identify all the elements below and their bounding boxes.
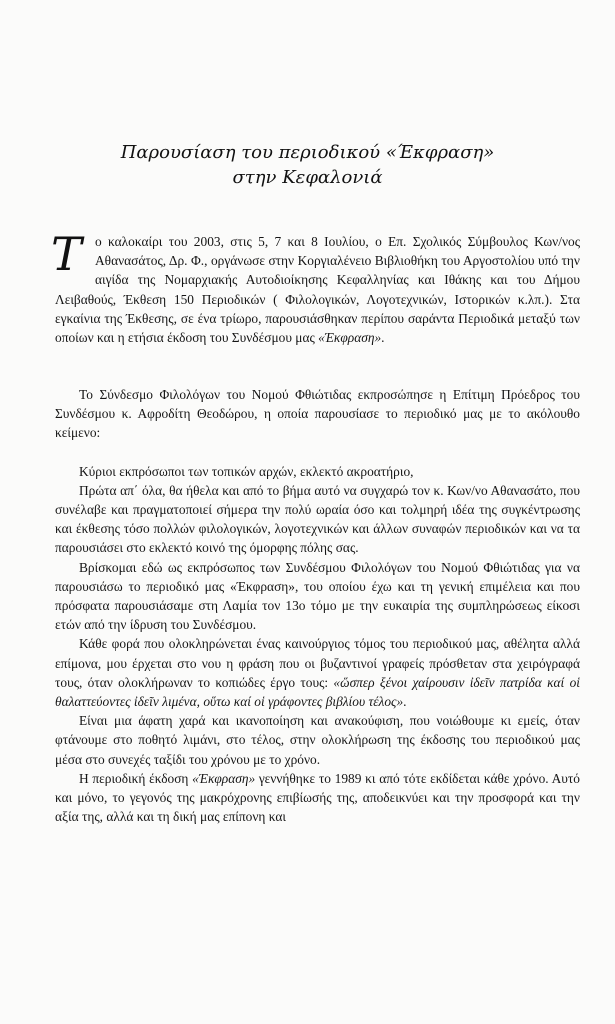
history-rest: γεννήθηκε το 1989 κι από τότε εκδίδεται κάθε χρόνο. Αυτό και μόνο, το γεγονός της μακρόχρονης επιβίωσής της, αποδεικνύει και την προσφορά και την αξία της, αλλά και τη δική μας επίπονη και	[55, 770, 580, 825]
intro-paragraph	[51, 227, 580, 347]
paragraph-gap	[55, 443, 580, 462]
byzantine-quote: «ὥσπερ ξένοι χαίρουσιν ἰδεῖν πατρίδα καί οἱ θαλαττεύοντες ἰδεῖν λιμένα, οὕτω καί οἱ γράφοντες βιβλίου τέλος»	[55, 674, 580, 710]
paragraph-presentation: Βρίσκομαι εδώ ως εκπρόσωπος των Συνδέσμου Φιλολόγων του Νομού Φθιώτιδας για να παρουσιάσω το περιοδικό μας «Έκφραση», του οποίου έχω και τη γενική επιμέλεια και που πρόσφατα παρουσιάσαμε στη Λαμία τον 13ο τόμο με την ευκαιρία της συμπληρώσεως είκοσι ετών από την ίδρυση του Συνδέσμου.	[55, 559, 580, 633]
history-journal-name: «Έκφραση»	[192, 770, 256, 786]
intro-end: .	[381, 330, 385, 346]
title-line-1: Παρουσίαση του περιοδικού «Έκφραση»	[120, 142, 495, 163]
quote-end: .	[403, 694, 407, 710]
paragraph-history	[55, 769, 580, 827]
intro-text: ο καλοκαίρι του 2003, στις 5, 7 και 8 Ιουλίου, ο Επ. Σχολικός Σύμβουλος Κων/νος Αθανασάτος, Δρ. Φ., οργάνωσε στην Κοργιαλένειο Βιβλιοθήκη του Αργοστολίου υπό την αιγίδα της Νομαρχιακής Αυτοδιοίκησης Κεφαλληνίας και Ιθάκης και του Δήμου Λειβαθούς, Έκθεση 150 Περιοδικών ( Φιλολογικών, Λογοτεχνικών, Ιστορικών κ.λπ.). Στα εγκαίνια της Έκθεσης, σε ένα τρίωρο, παρουσιάσθηκαν περίπου σαράντα Περιοδικά μεταξύ των οποίων και η ετήσια έκδοση του Συνδέσμου μας	[55, 234, 580, 346]
paragraph-greeting: Κύριοι εκπρόσωποι των τοπικών αρχών, εκλεκτό ακροατήριο,	[79, 463, 414, 479]
paragraph-congratulations: Πρώτα απ΄ όλα, θα ήθελα και από το βήμα αυτό να συγχαρώ τον κ. Κων/νο Αθανασάτο, που συνέλαβε και πραγματοποιεί σήμερα την πολύ ωραία όσο και τολμηρή ιδέα της συγκέντρωσης και έκθεσης τόσο πολλών φιλολογικών, λογοτεχνικών και άλλων συναφών περιοδικών και να τα παρουσιάσει στο εκλεκτό κοινό της όμορφης πόλης σας.	[55, 482, 580, 556]
article-title	[0, 140, 615, 190]
history-start: Η περιοδική έκδοση	[79, 770, 193, 786]
quote-intro: Κάθε φορά που ολοκληρώνεται ένας καινούργιος τόμος του περιοδικού μας, αθέλητα αλλά επίμονα, μου έρχεται στο νου η φράση που οι βυζαντινοί γραφείς πρόσθεταν στα χειρόγραφά τους, όταν ολοκλήρωναν το κοπιώδες έργο τους:	[55, 636, 580, 690]
paragraph-joy: Είναι μια άφατη χαρά και ικανοποίηση και ανακούφιση, που νοιώθουμε κι εμείς, όταν φτάνουμε στο ποθητό λιμάνι, στο τέλος, στην ολοκλήρωση της έκδοσης του περιοδικού μας μέσα στο συνεχές ταξίδι του χρόνου με το χρόνο.	[55, 713, 580, 767]
title-line-2: στην Κεφαλονιά	[232, 167, 383, 188]
paragraph-representation: Το Σύνδεσμο Φιλολόγων του Νομού Φθιώτιδας εκπροσώπησε η Επίτιμη Πρόεδρος του Συνδέσμου κ. Αφροδίτη Θεοδώρου, η οποία παρουσίασε το περιοδικό μας με το ακόλουθο κείμενο:	[55, 387, 580, 441]
drop-cap: Τ	[51, 227, 82, 281]
article-body	[55, 385, 580, 826]
paragraph-byzantine-quote	[55, 634, 580, 711]
intro-journal-name: «Έκφραση»	[318, 330, 382, 346]
